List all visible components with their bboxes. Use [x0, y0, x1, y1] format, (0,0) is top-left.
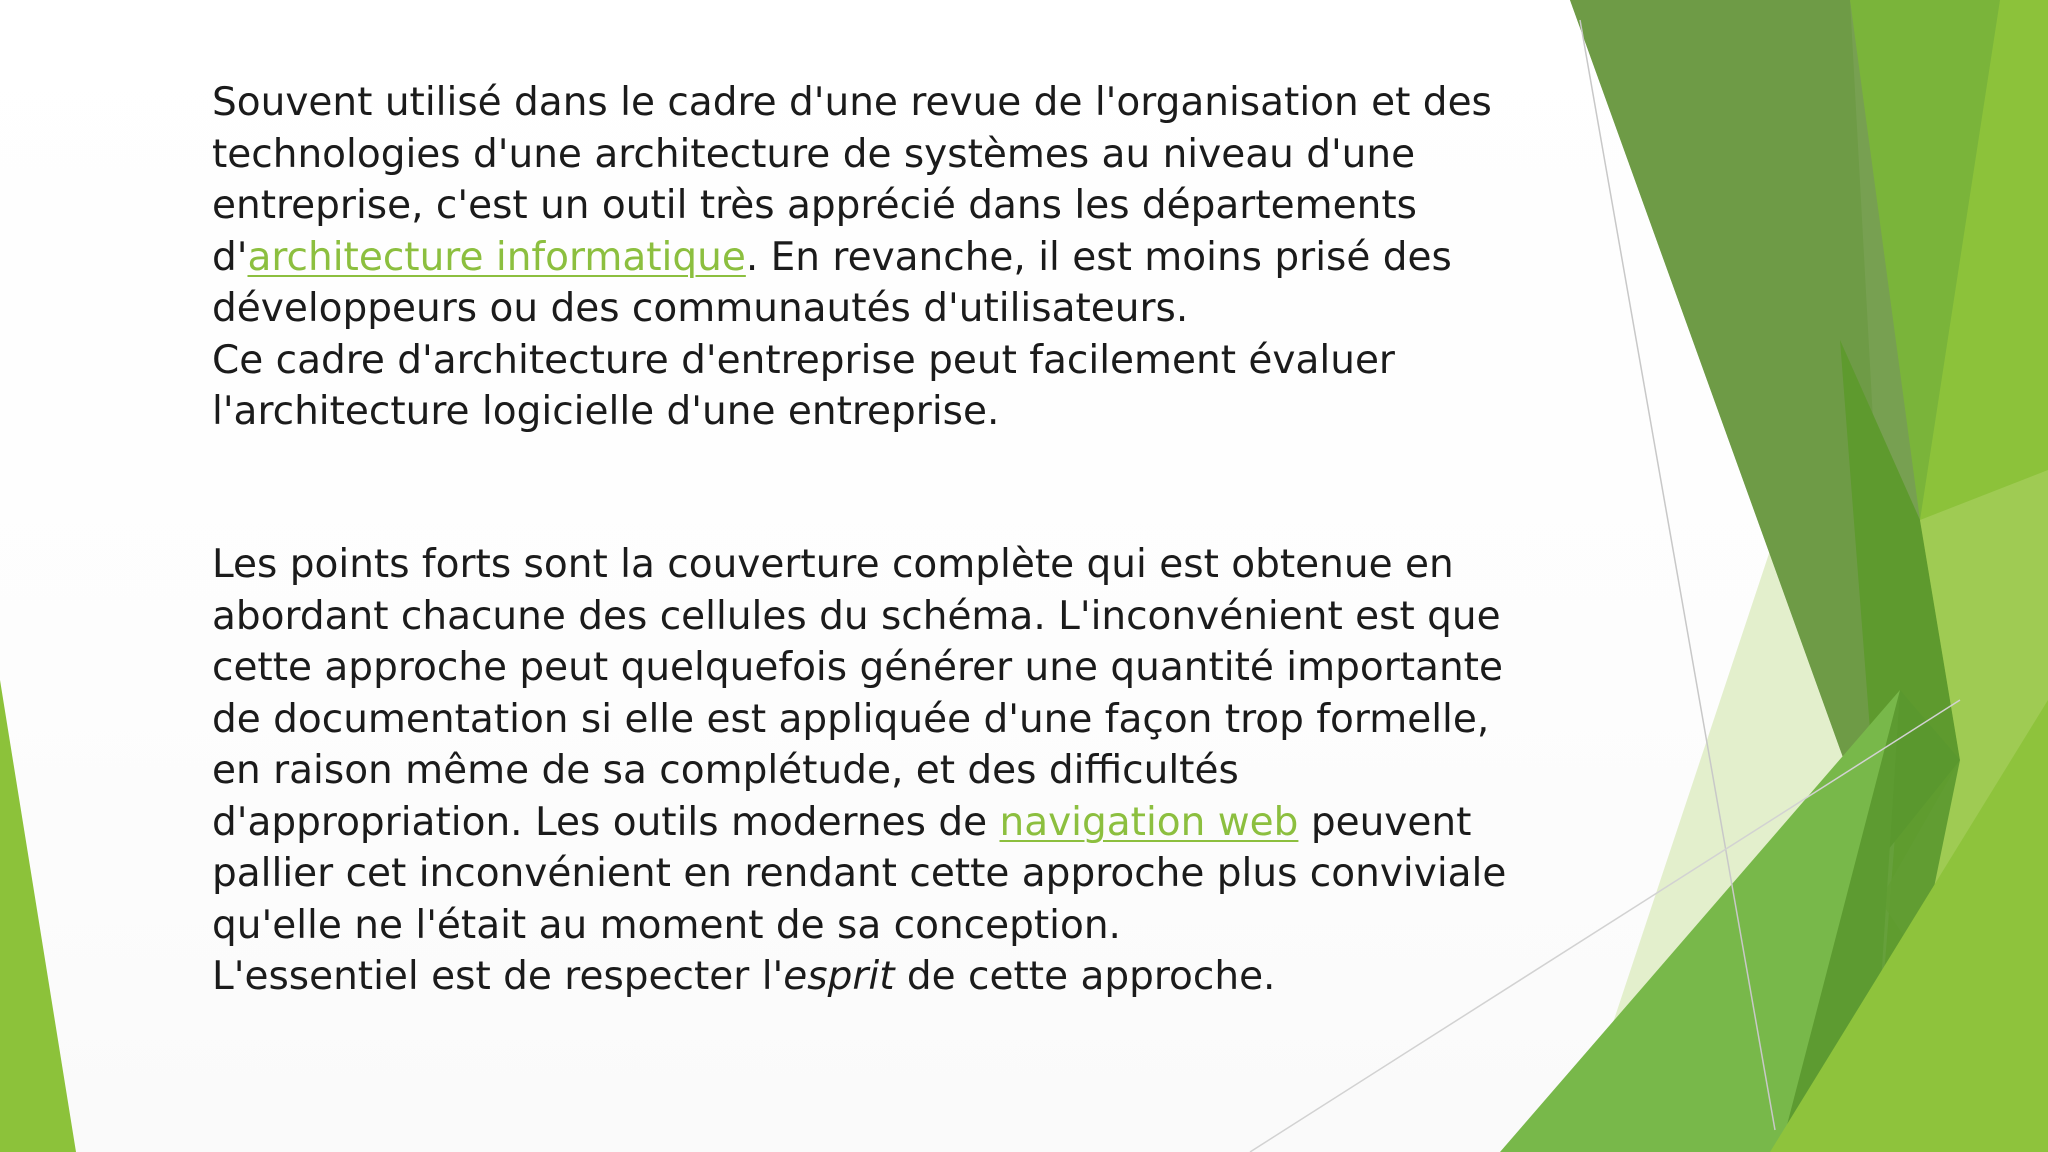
text-block-bottom — [212, 539, 1512, 1003]
link-navigation-web[interactable]: navigation web — [999, 799, 1299, 845]
paragraph-1-text-after: . En revanche, il est moins prisé des développeurs ou des communautés d'utilisateurs. — [212, 234, 1452, 331]
paragraph-2: Ce cadre d'architecture d'entreprise peut facilement évaluer l'architecture logicielle d'une entreprise. — [212, 337, 1395, 434]
paragraph-3 — [212, 539, 1512, 951]
paragraph-3-text-after: peuvent pallier cet inconvénient en rendant cette approche plus conviviale qu'elle ne l'était au moment de sa conception. — [212, 799, 1507, 948]
paragraph-3-text: Les points forts sont la couverture complète qui est obtenue en abordant chacune des cellules du schéma. L'inconvénient est que cette approche peut quelquefois générer une quantité importante de documentation si elle est appliquée d'une façon trop formelle, en raison même de sa complétude, et des difficultés d'appropriation. Les outils modernes de — [212, 542, 1503, 845]
paragraph-1 — [212, 77, 1512, 335]
deco-shape-left-triangle — [0, 680, 76, 1152]
paragraph-4-text-after: de cette approche. — [894, 954, 1276, 999]
text-block-top — [212, 77, 1512, 438]
paragraph-4-text: L'essentiel est de respecter l' — [212, 954, 784, 999]
paragraph-4-emphasis: esprit — [783, 954, 895, 999]
paragraph-1-text: Souvent utilisé dans le cadre d'une revue de l'organisation et des technologies d'une architecture de systèmes au niveau d'une entreprise, c'est un outil très apprécié dans les départements d' — [212, 80, 1492, 280]
link-architecture-informatique[interactable]: architecture informatique — [247, 234, 746, 280]
paragraph-4 — [212, 951, 1512, 1003]
